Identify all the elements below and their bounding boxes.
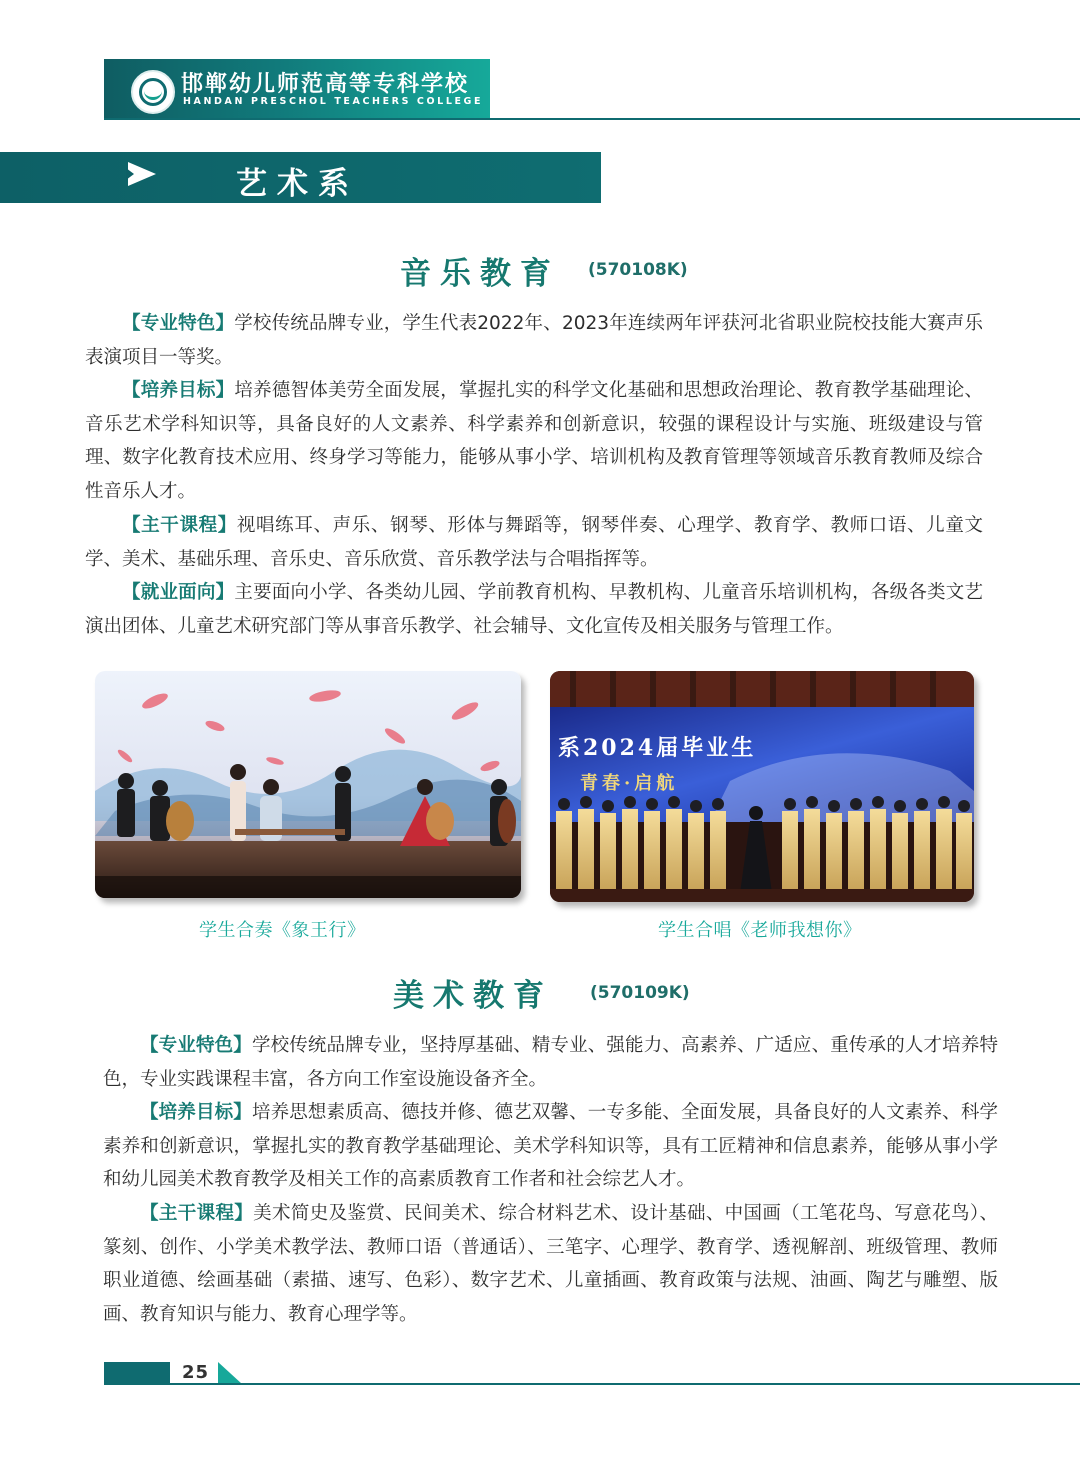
ensemble-caption: 学生合奏《象王行》 [199, 920, 366, 941]
page-number: 25 [182, 1362, 210, 1383]
footer-triangle-icon [218, 1362, 242, 1384]
choir-photo [550, 671, 974, 902]
school-name-en: HANDAN PRESCHOL TEACHERS COLLEGE [183, 96, 484, 107]
section-title: 艺术系 [236, 166, 359, 202]
footer-block [104, 1362, 170, 1384]
header-rule [104, 118, 1080, 120]
school-name-cn: 邯郸幼儿师范高等专科学校 [181, 71, 470, 97]
school-logo-icon [131, 70, 175, 114]
major-code-art: (570109K) [590, 983, 690, 1003]
svg-text:青春·启航: 青春·启航 [580, 773, 679, 794]
music-goal-paragraph: 【培养目标】培养德智体美劳全面发展，掌握扎实的科学文化基础和思想政治理论、教育教学基础理论、音乐艺术学科知识等，具备良好的人文素养、科学素养和创新意识，较强的课程设计与实施、班级建设与管理、数字化教育技术应用、终身学习等能力，能够从事小学、培训机构及教育管理等领域音乐教育教师及综合性音乐人才。 [85, 380, 983, 502]
major-title-music: 音乐教育 [400, 256, 560, 292]
music-course-paragraph: 【主干课程】视唱练耳、声乐、钢琴、形体与舞蹈等，钢琴伴奏、心理学、教育学、教师口语、儿童文学、美术、基础乐理、音乐史、音乐欣赏、音乐教学法与合唱指挥等。 [85, 515, 983, 570]
ensemble-photo [95, 671, 521, 898]
music-employment-paragraph: 【就业面向】主要面向小学、各类幼儿园、学前教育机构、早教机构、儿童音乐培训机构，各级各类文艺演出团体、儿童艺术研究部门等从事音乐教学、社会辅导、文化宣传及相关服务与管理工作。 [85, 582, 983, 637]
art-goal-paragraph: 【培养目标】培养思想素质高、德技并修、德艺双馨、一专多能、全面发展，具备良好的人文素养、科学素养和创新意识，掌握扎实的教育教学基础理论、美术学科知识等，具有工匠精神和信息素养，能够从事小学和幼儿园美术教育教学及相关工作的高素质教育工作者和社会综艺人才。 [103, 1102, 998, 1191]
art-course-paragraph: 【主干课程】美术简史及鉴赏、民间美术、综合材料艺术、设计基础、中国画（工笔花鸟、写意花鸟）、篆刻、创作、小学美术教学法、教师口语（普通话）、三笔字、心理学、教育学、透视解剖、班级管理、教师职业道德、绘画基础（素描、速写、色彩）、数字艺术、儿童插画、教育政策与法规、油画、陶艺与雕塑、版画、教育知识与能力、教育心理学等。 [103, 1203, 998, 1325]
major-code-music: (570108K) [588, 260, 688, 280]
music-feature-paragraph: 【专业特色】学校传统品牌专业，学生代表2022年、2023年连续两年评获河北省职业院校技能大赛声乐表演项目一等奖。 [85, 313, 983, 368]
art-feature-paragraph: 【专业特色】学校传统品牌专业，坚持厚基础、精专业、强能力、高素养、广适应、重传承的人才培养特色，专业实践课程丰富，各方向工作室设施设备齐全。 [103, 1035, 998, 1090]
svg-text:系2024届毕业生: 系2024届毕业生 [558, 735, 757, 761]
footer-rule [104, 1383, 1080, 1385]
choir-caption: 学生合唱《老师我想你》 [658, 920, 862, 941]
major-title-art: 美术教育 [393, 978, 553, 1014]
